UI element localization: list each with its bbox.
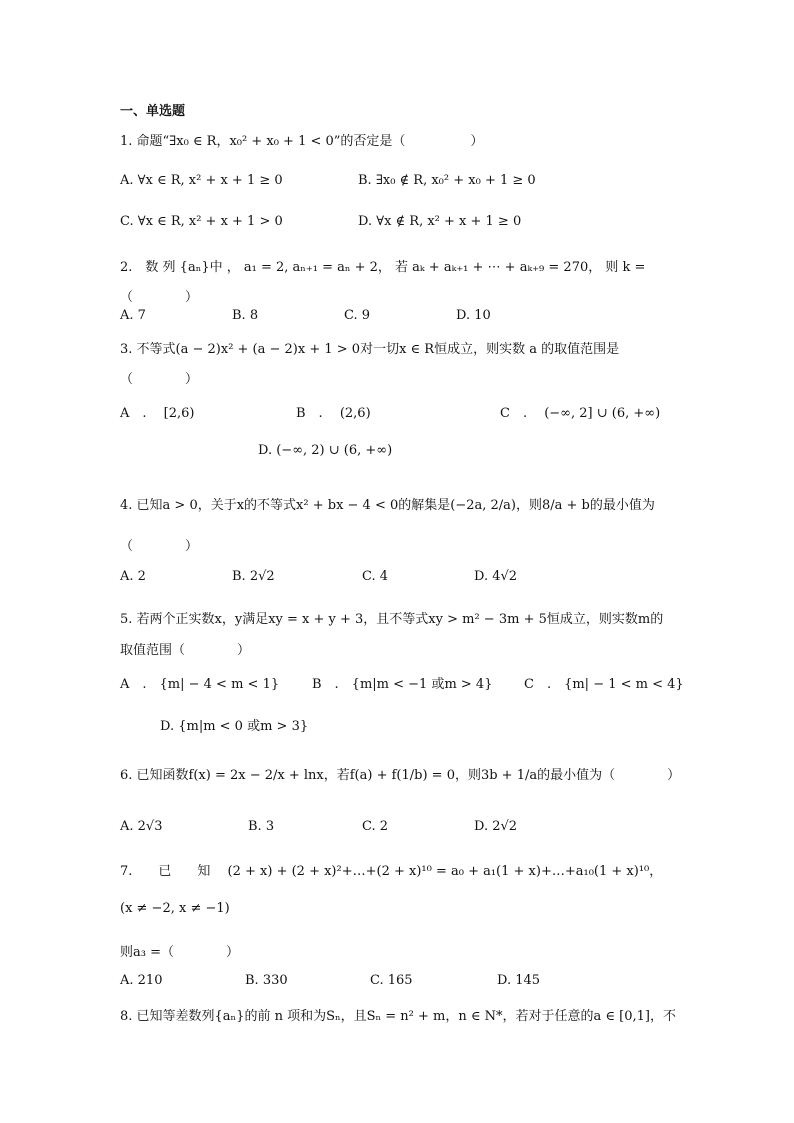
question-7-option-b: B. 330 xyxy=(245,973,288,988)
question-7-option-d: D. 145 xyxy=(497,973,541,988)
question-5-option-d: D. {m|m < 0 或m > 3} xyxy=(160,719,309,734)
question-5-option-c: C . {m| − 1 < m < 4} xyxy=(524,677,684,692)
question-7-option-c: C. 165 xyxy=(370,973,413,988)
question-1-option-c: C. ∀x ∈ R, x² + x + 1 > 0 xyxy=(120,214,283,229)
question-3-stem-cont: （ ） xyxy=(120,372,199,387)
question-3-option-c: C . (−∞, 2] ∪ (6, +∞) xyxy=(500,406,661,421)
question-5-option-b: B . {m|m < −1 或m > 4} xyxy=(312,677,493,692)
question-4-stem: 4. 已知a > 0，关于x的不等式x² + bx − 4 < 0的解集是(−2a, 2/a)，则8/a + b的最小值为 xyxy=(120,498,655,513)
question-2-stem: 2. 数 列 {aₙ}中 ， a₁ = 2, aₙ₊₁ = aₙ + 2， 若 aₖ + aₖ₊₁ + ⋯ + aₖ₊₉ = 270， 则 k = xyxy=(120,260,646,275)
question-2-option-b: B. 8 xyxy=(232,308,259,323)
question-2-option-c: C. 9 xyxy=(344,308,371,323)
question-5-stem: 5. 若两个正实数x，y满足xy = x + y + 3，且不等式xy > m² − 3m + 5恒成立，则实数m的 xyxy=(120,612,664,627)
question-7-option-a: A. 210 xyxy=(120,973,163,988)
question-3-option-b: B . (2,6) xyxy=(296,406,371,421)
question-1-stem: 1. 命题“∃x₀ ∈ R，x₀² + x₀ + 1 < 0”的否定是（ ） xyxy=(120,134,484,149)
question-8-stem: 8. 已知等差数列{aₙ}的前 n 项和为Sₙ，且Sₙ = n² + m，n ∈ N*，若对于任意的a ∈ [0,1]，不 xyxy=(120,1009,676,1024)
question-4-option-d: D. 4√2 xyxy=(474,569,518,584)
question-2-stem-cont: （ ） xyxy=(120,290,199,305)
question-2-option-a: A. 7 xyxy=(120,308,146,323)
question-6-option-c: C. 2 xyxy=(362,819,389,834)
question-4-option-a: A. 2 xyxy=(120,569,146,584)
question-1-option-b: B. ∃x₀ ∉ R, x₀² + x₀ + 1 ≥ 0 xyxy=(358,173,536,188)
question-4-option-c: C. 4 xyxy=(362,569,389,584)
question-5-option-a: A . {m| − 4 < m < 1} xyxy=(120,677,280,692)
question-1-option-d: D. ∀x ∉ R, x² + x + 1 ≥ 0 xyxy=(358,214,522,229)
question-7-stem: 7. 已 知 (2 + x) + (2 + x)²+…+(2 + x)¹⁰ = a₀ + a₁(1 + x)+…+a₁₀(1 + x)¹⁰， xyxy=(120,864,663,879)
question-7-stem-cont: (x ≠ −2, x ≠ −1) xyxy=(120,901,230,916)
question-4-option-b: B. 2√2 xyxy=(232,569,275,584)
question-6-option-d: D. 2√2 xyxy=(474,819,518,834)
question-4-stem-cont: （ ） xyxy=(120,539,199,554)
question-3-stem: 3. 不等式(a − 2)x² + (a − 2)x + 1 > 0对一切x ∈ R恒成立，则实数 a 的取值范围是 xyxy=(120,342,620,357)
question-2-option-d: D. 10 xyxy=(456,308,491,323)
question-6-option-a: A. 2√3 xyxy=(120,819,163,834)
question-6-stem: 6. 已知函数f(x) = 2x − 2/x + lnx，若f(a) + f(1/b) = 0，则3b + 1/a的最小值为（ ） xyxy=(120,768,681,783)
section-title: 一、单选题 xyxy=(120,104,186,119)
question-6-option-b: B. 3 xyxy=(248,819,275,834)
question-5-stem-cont: 取值范围（ ） xyxy=(120,643,251,658)
question-7-stem-cont-2: 则a₃ =（ ） xyxy=(120,945,239,960)
question-3-option-a: A . [2,6) xyxy=(120,406,195,421)
question-1-option-a: A. ∀x ∈ R, x² + x + 1 ≥ 0 xyxy=(120,173,283,188)
question-3-option-d: D. (−∞, 2) ∪ (6, +∞) xyxy=(258,443,393,458)
